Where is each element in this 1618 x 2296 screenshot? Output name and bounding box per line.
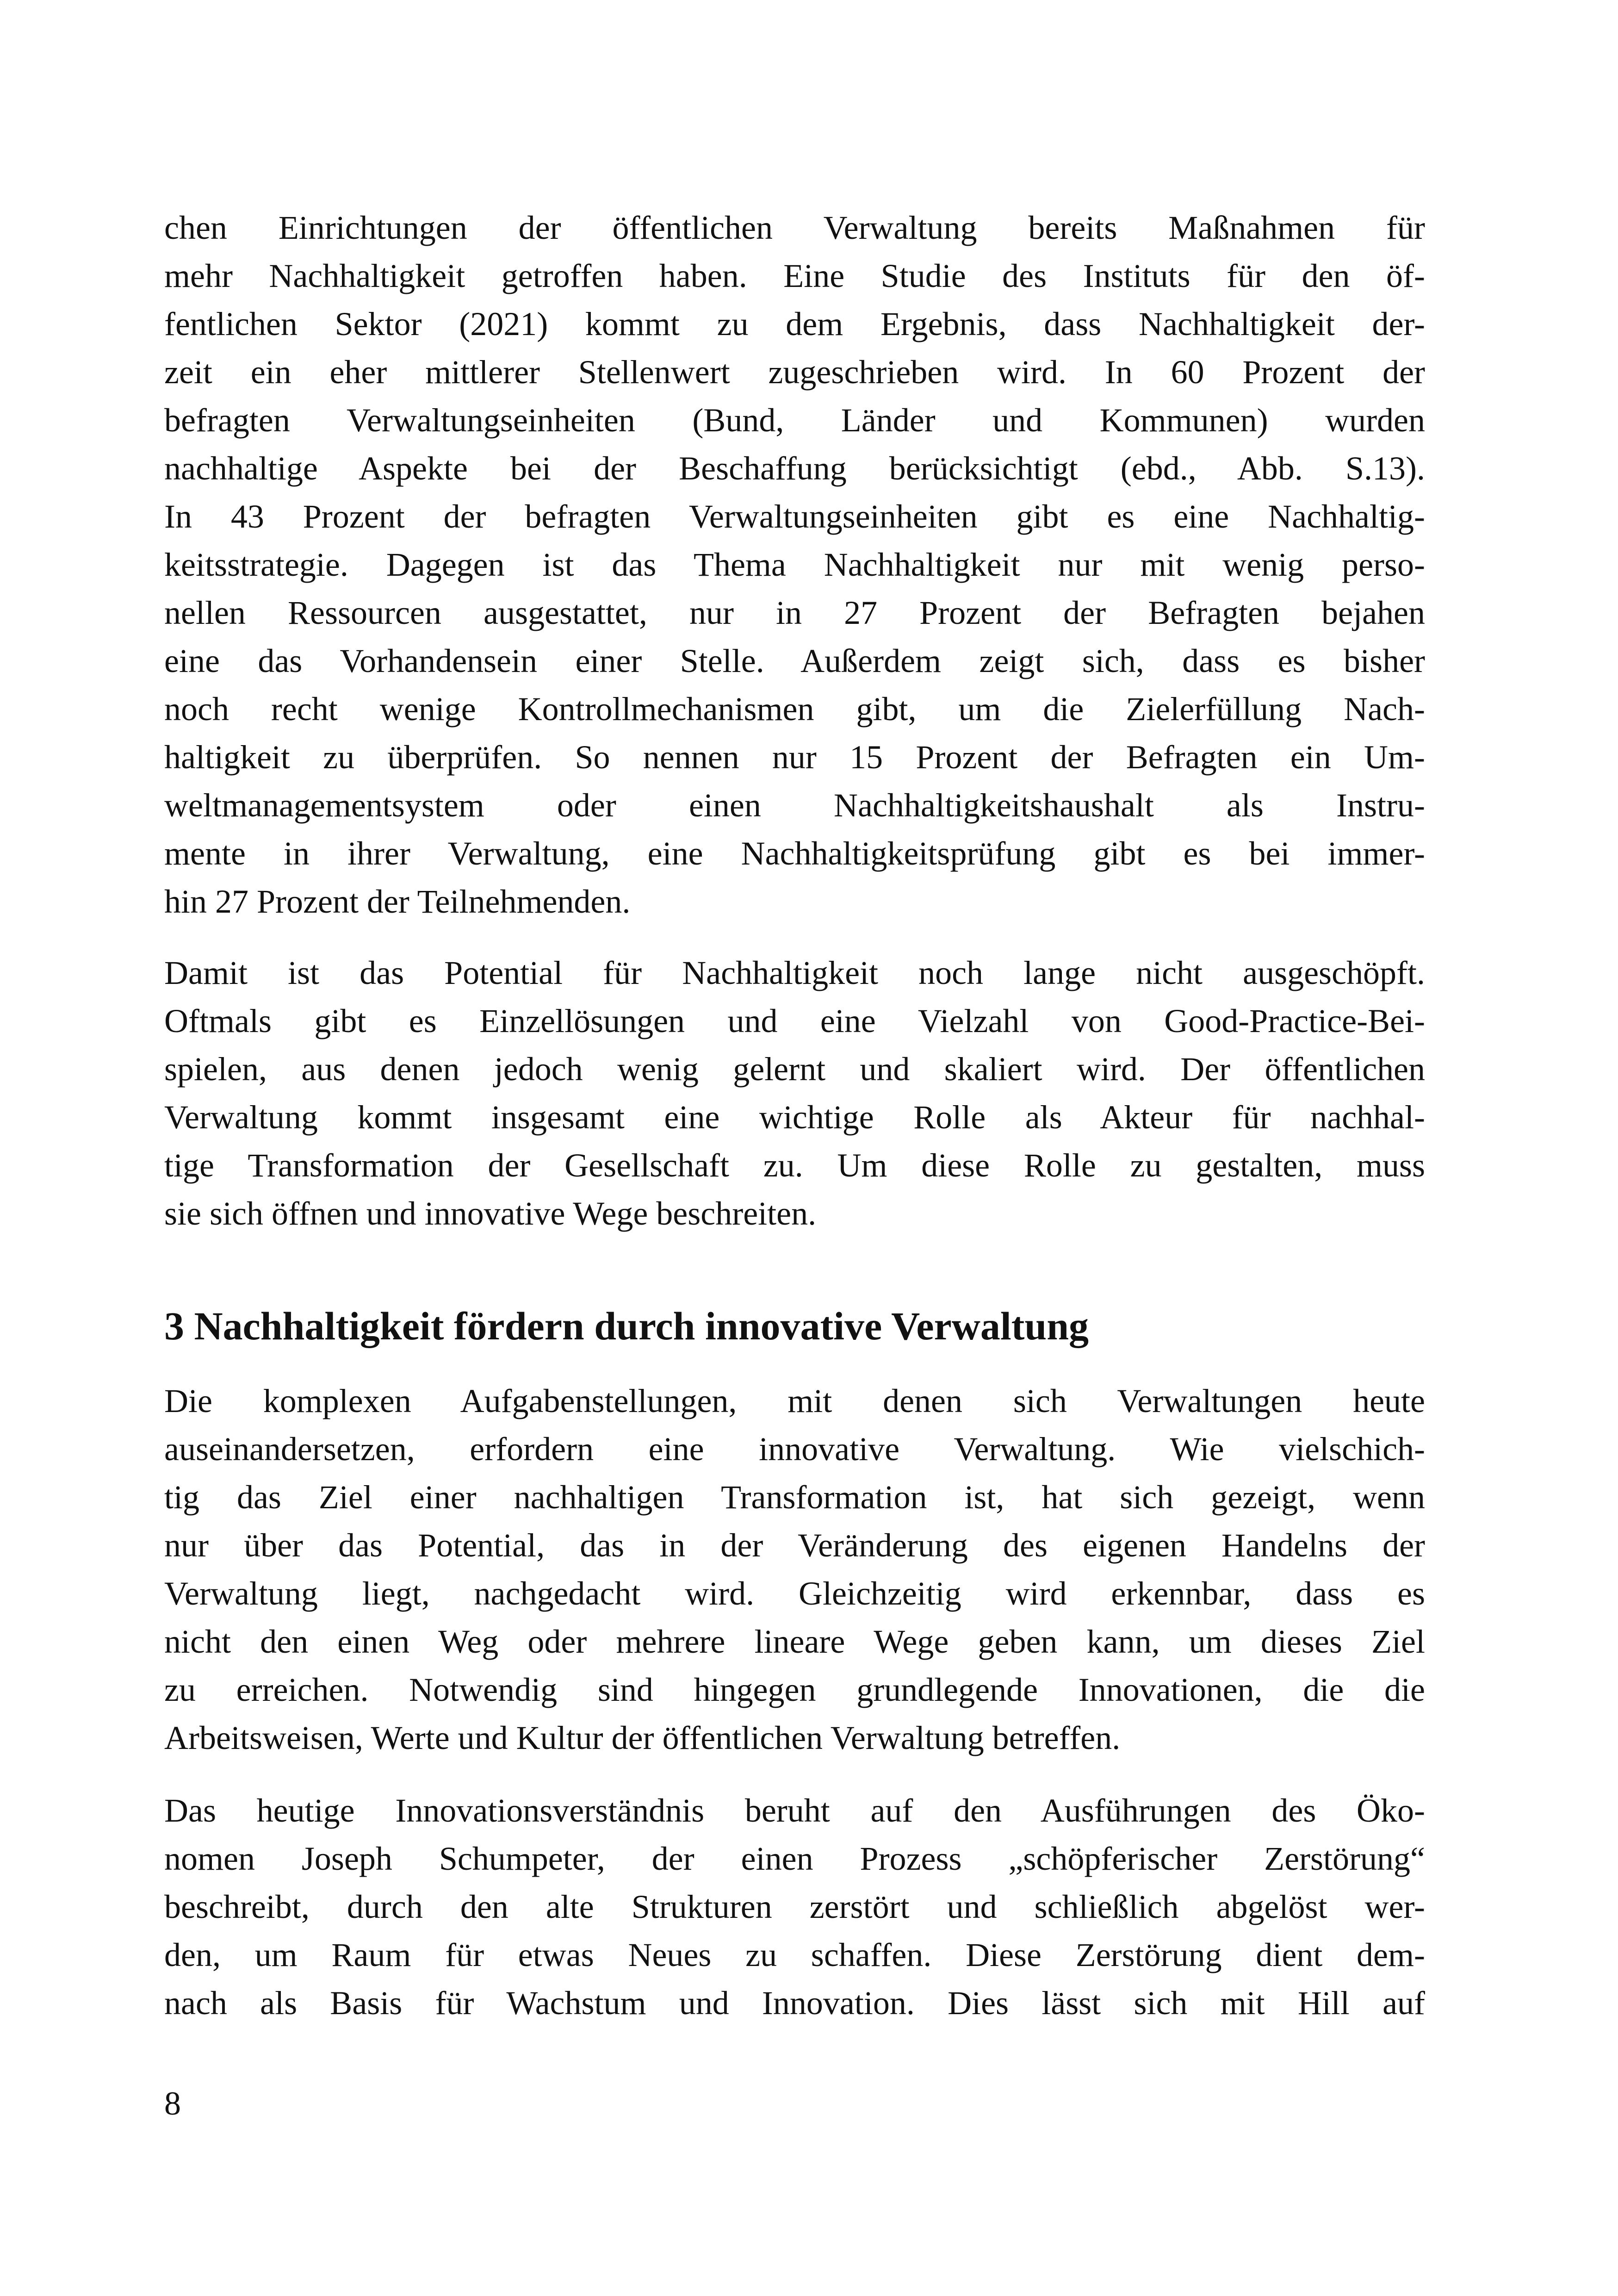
text-line: spielen, aus denen jedoch wenig gelernt und skaliert wird. Der öffentlichen bbox=[164, 1051, 1425, 1088]
text-line: nellen Ressourcen ausgestattet, nur in 27 Prozent der Befragten bejahen bbox=[164, 594, 1425, 631]
text-line: tige Transformation der Gesellschaft zu. Um diese Rolle zu gestalten, muss bbox=[164, 1147, 1425, 1184]
text-line: den, um Raum für etwas Neues zu schaffen. Diese Zerstörung dient dem- bbox=[164, 1936, 1425, 1973]
text-line: Oftmals gibt es Einzellösungen und eine Vielzahl von Good-Practice-Bei- bbox=[164, 1002, 1425, 1039]
text-line: In 43 Prozent der befragten Verwaltungseinheiten gibt es eine Nachhaltig- bbox=[164, 498, 1425, 535]
text-line: nur über das Potential, das in der Veränderung des eigenen Handelns der bbox=[164, 1527, 1425, 1564]
text-line: haltigkeit zu überprüfen. So nennen nur 15 Prozent der Befragten ein Um- bbox=[164, 739, 1425, 776]
text-line: nomen Joseph Schumpeter, der einen Prozess „schöpferischer Zerstörung“ bbox=[164, 1840, 1425, 1877]
section-heading: 3 Nachhaltigkeit fördern durch innovative Verwaltung bbox=[164, 1304, 1089, 1348]
text-line: Verwaltung liegt, nachgedacht wird. Gleichzeitig wird erkennbar, dass es bbox=[164, 1575, 1425, 1612]
text-line: tig das Ziel einer nachhaltigen Transformation ist, hat sich gezeigt, wenn bbox=[164, 1479, 1425, 1516]
text-line: Das heutige Innovationsverständnis beruht auf den Ausführungen des Öko- bbox=[164, 1792, 1425, 1829]
paragraph-3 bbox=[164, 1377, 1425, 1762]
text-line: weltmanagementsystem oder einen Nachhaltigkeitshaushalt als Instru- bbox=[164, 787, 1425, 824]
text-line: Arbeitsweisen, Werte und Kultur der öffentlichen Verwaltung betreffen. bbox=[164, 1719, 1121, 1756]
text-line: fentlichen Sektor (2021) kommt zu dem Ergebnis, dass Nachhaltigkeit der- bbox=[164, 305, 1425, 342]
paragraph-1 bbox=[164, 204, 1425, 926]
text-line: zu erreichen. Notwendig sind hingegen grundlegende Innovationen, die die bbox=[164, 1671, 1425, 1708]
text-line: chen Einrichtungen der öffentlichen Verwaltung bereits Maßnahmen für bbox=[164, 209, 1425, 246]
text-line: befragten Verwaltungseinheiten (Bund, Länder und Kommunen) wurden bbox=[164, 402, 1425, 439]
text-line: Die komplexen Aufgabenstellungen, mit denen sich Verwaltungen heute bbox=[164, 1382, 1425, 1419]
text-line: Damit ist das Potential für Nachhaltigkeit noch lange nicht ausgeschöpft. bbox=[164, 954, 1425, 991]
paragraph-4 bbox=[164, 1786, 1425, 2027]
text-line: sie sich öffnen und innovative Wege beschreiten. bbox=[164, 1195, 817, 1232]
text-line: nicht den einen Weg oder mehrere lineare Wege geben kann, um dieses Ziel bbox=[164, 1623, 1425, 1660]
text-line: mehr Nachhaltigkeit getroffen haben. Eine Studie des Instituts für den öf- bbox=[164, 257, 1425, 294]
page-number: 8 bbox=[164, 2085, 181, 2122]
text-line: nachhaltige Aspekte bei der Beschaffung berücksichtigt (ebd., Abb. S.13). bbox=[164, 450, 1425, 487]
text-line: zeit ein eher mittlerer Stellenwert zugeschrieben wird. In 60 Prozent der bbox=[164, 354, 1425, 391]
text-line: mente in ihrer Verwaltung, eine Nachhaltigkeitsprüfung gibt es bei immer- bbox=[164, 835, 1425, 872]
text-line: eine das Vorhandensein einer Stelle. Außerdem zeigt sich, dass es bisher bbox=[164, 642, 1425, 679]
text-line: nach als Basis für Wachstum und Innovation. Dies lässt sich mit Hill auf bbox=[164, 1985, 1425, 2022]
text-line: hin 27 Prozent der Teilnehmenden. bbox=[164, 883, 631, 920]
text-line: auseinandersetzen, erfordern eine innovative Verwaltung. Wie vielschich- bbox=[164, 1431, 1425, 1468]
text-line: Verwaltung kommt insgesamt eine wichtige Rolle als Akteur für nachhal- bbox=[164, 1099, 1425, 1136]
text-line: keitsstrategie. Dagegen ist das Thema Nachhaltigkeit nur mit wenig perso- bbox=[164, 546, 1425, 583]
paragraph-2 bbox=[164, 949, 1425, 1238]
text-line: beschreibt, durch den alte Strukturen zerstört und schließlich abgelöst wer- bbox=[164, 1888, 1425, 1925]
text-line: noch recht wenige Kontrollmechanismen gibt, um die Zielerfüllung Nach- bbox=[164, 691, 1425, 728]
